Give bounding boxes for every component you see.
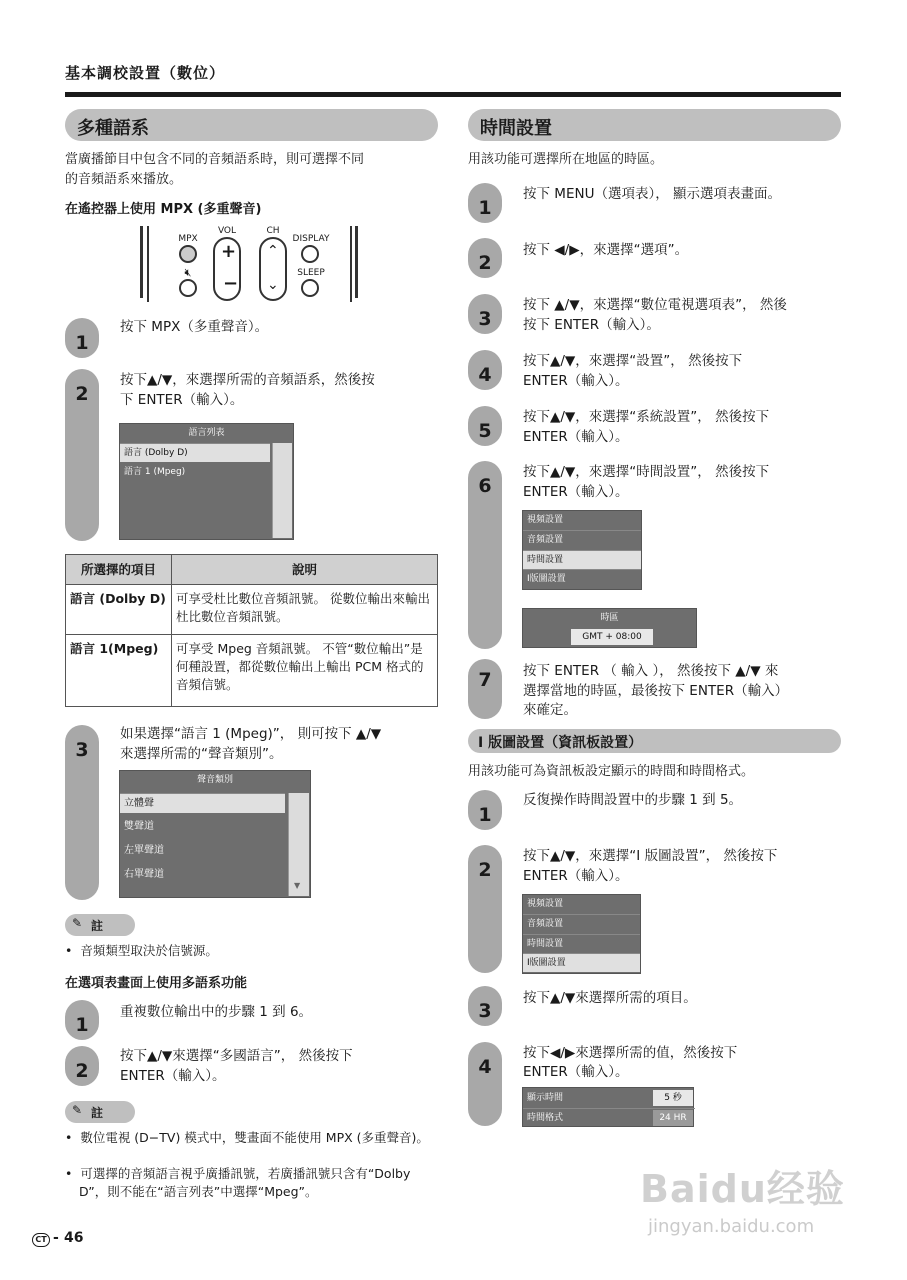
page-number: 46 (64, 1230, 84, 1246)
step-badge-l3: 3 (65, 725, 99, 900)
menu-item-lang-dolby[interactable]: 語言 (Dolby D) (120, 443, 270, 462)
step-text-r9-a: 按下▲/▼，來選擇“I 版圖設置”， 然後按下 (523, 848, 778, 864)
table-cell-desc: 可享受 Mpeg 音頻訊號。 不管“數位輸出”是何種設置，都從數位輸出上輸出 PCM 格式的音頻信號。 (172, 635, 438, 707)
running-title: 基本調校設置（數位） (65, 64, 226, 82)
menu-item-dual[interactable]: 雙聲道 (124, 821, 154, 832)
step-text-l5-b: ENTER（輸入）。 (120, 1068, 226, 1084)
menu-scrollbar[interactable] (272, 443, 292, 538)
header-rule (65, 92, 841, 97)
system-settings-menu (522, 510, 642, 590)
step-text-r11-b: ENTER（輸入）。 (523, 1064, 629, 1080)
step-text-l2-b: 下 ENTER（輸入）。 (120, 392, 244, 408)
watermark-logo: Baidu经验 (640, 1167, 845, 1211)
intro-line-1: 當廣播節目中包含不同的音頻語系時，則可選擇不同 (65, 152, 365, 167)
mute-button[interactable] (179, 279, 197, 297)
note-badge-1: 註 (65, 914, 135, 936)
step-text-r4-b: ENTER（輸入）。 (523, 373, 629, 389)
step-badge-r10: 3 (468, 986, 502, 1026)
step-text-r9-b: ENTER（輸入）。 (523, 868, 629, 884)
scroll-down-icon: ▼ (294, 881, 301, 890)
step-badge-l2: 2 (65, 369, 99, 541)
language-list-menu (119, 423, 294, 540)
table-header-item: 所選擇的項目 (66, 555, 172, 585)
step-text-l4: 重複數位輸出中的步驟 1 到 6。 (120, 1004, 313, 1020)
step-badge-r7: 7 (468, 659, 502, 719)
section-title-multilang: 多種語系 (65, 109, 438, 141)
vol-minus: − (223, 273, 239, 294)
vol-rocker[interactable] (213, 237, 241, 301)
menu-item-time[interactable]: 時間設置 (523, 550, 641, 569)
mpx-label: MPX (178, 234, 198, 244)
ch-down-icon: ⌄ (267, 277, 279, 293)
menu-item-iboard[interactable]: I版圖設置 (523, 569, 641, 588)
step-badge-r4: 4 (468, 350, 502, 390)
display-time-value[interactable]: 5 秒 (653, 1090, 693, 1106)
mpx-button[interactable] (179, 245, 197, 263)
note-badge-2: 註 (65, 1101, 135, 1123)
step-badge-l1: 1 (65, 318, 99, 358)
step-badge-r9: 2 (468, 845, 502, 973)
note-item: • 數位電視 (D−TV) 模式中，雙畫面不能使用 MPX (多重聲音)。 (65, 1130, 429, 1145)
sound-type-menu (119, 770, 311, 898)
step-badge-l5: 2 (65, 1046, 99, 1086)
step-text-r2: 按下 ◀/▶，來選擇“選項”。 (523, 242, 689, 258)
note-item: • 音頻類型取決於信號源。 (65, 943, 218, 958)
menu-scrollbar[interactable] (288, 793, 309, 896)
menu-item-right-mono[interactable]: 右單聲道 (124, 869, 164, 880)
step-badge-r3: 3 (468, 294, 502, 334)
step-text-r11-a: 按下◀/▶來選擇所需的值，然後按下 (523, 1045, 738, 1061)
step-text-r5-a: 按下▲/▼，來選擇“系統設置”， 然後按下 (523, 409, 770, 425)
step-text-r3-a: 按下 ▲/▼，來選擇“數位電視選項表”， 然後 (523, 297, 787, 313)
remote-heading: 在遙控器上使用 MPX (多重聲音) (65, 202, 262, 217)
display-button[interactable] (301, 245, 319, 263)
menu-item-lang-mpeg[interactable]: 語言 1 (Mpeg) (124, 467, 186, 477)
menu-item-time[interactable]: 時間設置 (523, 934, 640, 953)
menu-item-left-mono[interactable]: 左單聲道 (124, 845, 164, 856)
step-text-l1: 按下 MPX（多重聲音）。 (120, 319, 269, 335)
language-list-title: 語言列表 (188, 428, 225, 438)
timezone-title: 時區 (600, 613, 619, 623)
step-text-l5-a: 按下▲/▼來選擇“多國語言”， 然後按下 (120, 1048, 353, 1064)
vol-label: VOL (217, 226, 237, 236)
remote-illustration (138, 226, 363, 306)
sound-type-title: 聲音類別 (196, 775, 233, 785)
table-cell-item: 語言 (Dolby D) (66, 585, 172, 635)
time-format-value[interactable]: 24 HR (653, 1110, 693, 1126)
subsection-iboard: I 版圖設置（資訊板設置） (468, 729, 841, 753)
pencil-icon: ✎ (72, 916, 83, 930)
step-text-r7-b: 選擇當地的時區，最後按下 ENTER（輸入） (523, 683, 789, 699)
page-dash: - (53, 1230, 59, 1246)
step-text-r5-b: ENTER（輸入）。 (523, 429, 629, 445)
pencil-icon: ✎ (72, 1103, 83, 1117)
menu-item-iboard[interactable]: I版圖設置 (523, 953, 640, 972)
display-time-label: 顯示時間 (527, 1093, 564, 1103)
section-title-time: 時間設置 (468, 109, 841, 141)
menu-divider (523, 1108, 695, 1109)
step-badge-r11: 4 (468, 1042, 502, 1126)
step-text-r7-c: 來確定。 (523, 702, 577, 718)
system-settings-menu-2 (522, 894, 641, 974)
ch-rocker[interactable] (259, 237, 287, 301)
menu-item-video[interactable]: 視頻設置 (527, 515, 564, 525)
step-text-l2-a: 按下▲/▼，來選擇所需的音頻語系，然後按 (120, 372, 375, 388)
step-badge-r1: 1 (468, 183, 502, 223)
timezone-value[interactable]: GMT + 08:00 (571, 629, 653, 645)
step-text-r3-b: 按下 ENTER（輸入）。 (523, 317, 660, 333)
info-board-menu (522, 1087, 694, 1127)
display-label: DISPLAY (292, 234, 330, 244)
step-text-r1: 按下 MENU（選項表）， 顯示選項表畫面。 (523, 186, 781, 202)
sleep-button[interactable] (301, 279, 319, 297)
step-text-r10: 按下▲/▼來選擇所需的項目。 (523, 990, 697, 1006)
vol-plus: + (221, 241, 237, 262)
iboard-intro: 用該功能可為資訊板設定顯示的時間和時間格式。 (468, 764, 755, 779)
menu-multilang-heading: 在選項表畫面上使用多語系功能 (65, 976, 248, 991)
sleep-label: SLEEP (297, 268, 325, 278)
table-header-desc: 說明 (172, 555, 438, 585)
step-text-r4-a: 按下▲/▼，來選擇“設置”， 然後按下 (523, 353, 743, 369)
region-badge: CT (32, 1233, 50, 1247)
step-badge-l4: 1 (65, 1000, 99, 1040)
intro-line-2: 的音頻語系來播放。 (65, 172, 183, 187)
step-badge-r5: 5 (468, 406, 502, 446)
timezone-menu (522, 608, 697, 648)
time-intro: 用該功能可選擇所在地區的時區。 (468, 152, 664, 167)
step-badge-r6: 6 (468, 461, 502, 649)
step-badge-r8: 1 (468, 790, 502, 830)
ch-label: CH (266, 226, 280, 236)
step-text-r7-a: 按下 ENTER （ 輸入 ）， 然後按下 ▲/▼ 來 (523, 663, 779, 679)
menu-item-audio[interactable]: 音頻設置 (523, 530, 641, 549)
table-cell-item: 語言 1(Mpeg) (66, 635, 172, 707)
step-text-l3-b: 來選擇所需的“聲音類別”。 (120, 746, 283, 762)
step-badge-r2: 2 (468, 238, 502, 278)
ch-up-icon: ⌃ (267, 243, 279, 259)
step-text-l3-a: 如果選擇“語言 1 (Mpeg)”， 則可按下 ▲/▼ (120, 726, 382, 742)
step-text-r8: 反復操作時間設置中的步驟 1 到 5。 (523, 792, 743, 808)
selection-table (65, 554, 438, 707)
watermark-url: jingyan.baidu.com (648, 1216, 815, 1237)
time-format-label: 時間格式 (527, 1113, 564, 1123)
menu-item-audio[interactable]: 音頻設置 (523, 914, 640, 933)
menu-item-stereo[interactable]: 立體聲 (120, 793, 285, 813)
step-text-r6-b: ENTER（輸入）。 (523, 484, 629, 500)
table-cell-desc: 可享受杜比數位音頻訊號。 從數位輸出來輸出杜比數位音頻訊號。 (172, 585, 438, 635)
step-text-r6-a: 按下▲/▼，來選擇“時間設置”， 然後按下 (523, 464, 770, 480)
mute-icon: 🔇︎ (184, 266, 192, 279)
note-item: • 可選擇的音頻語言視乎廣播訊號，若廣播訊號只含有“Dolby D”，則不能在“語言列表”中選擇“Mpeg”。 (65, 1166, 411, 1199)
menu-item-video[interactable]: 視頻設置 (527, 899, 564, 909)
